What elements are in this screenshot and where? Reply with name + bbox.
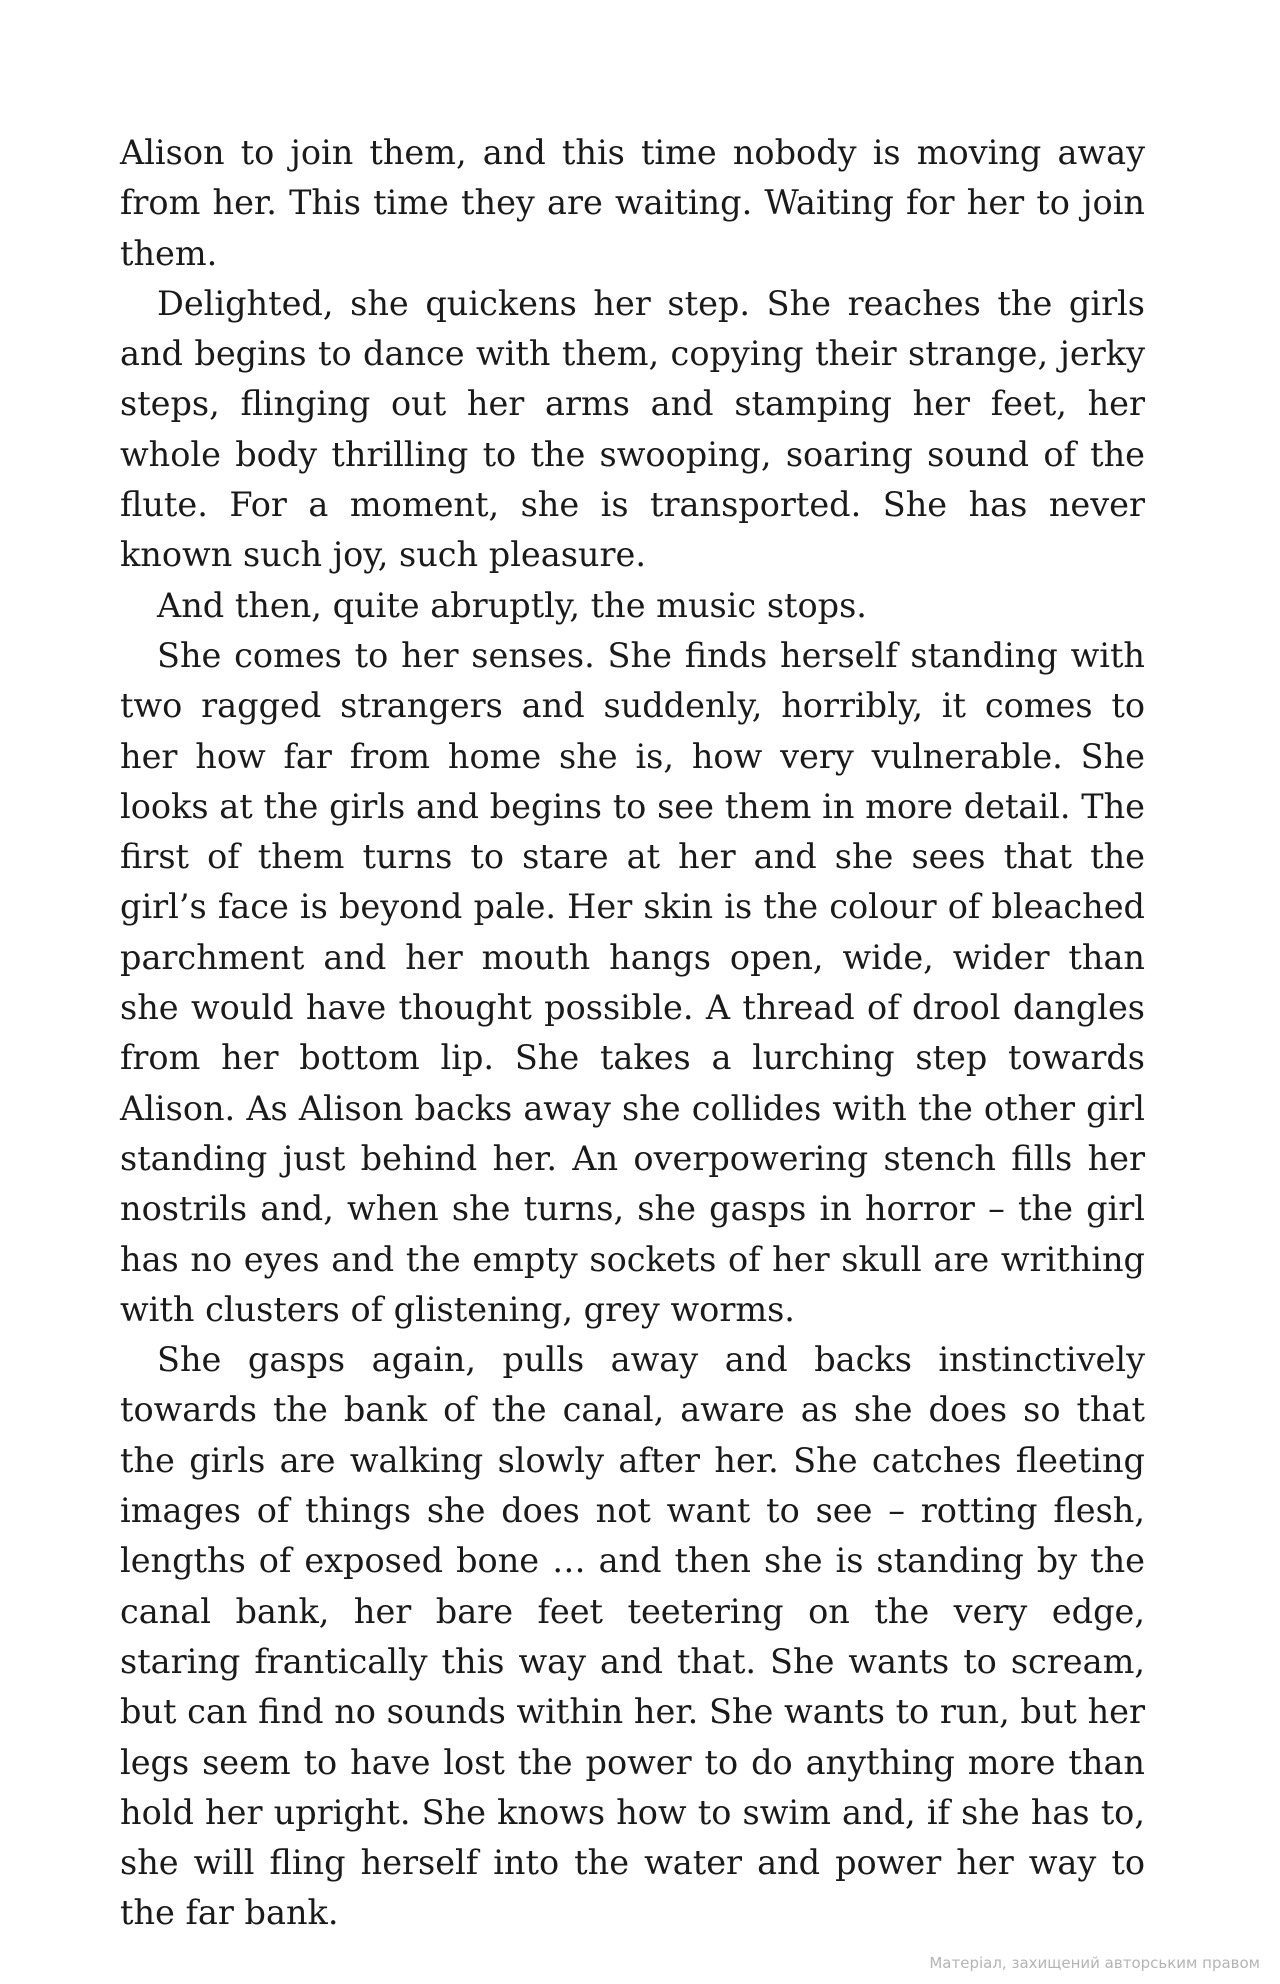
copyright-watermark: Матеріал, захищений авторським правом <box>929 1954 1260 1972</box>
paragraph: She comes to her senses. She finds herself standing with two ragged strangers and suddenly, horribly, it comes to her how far from home she is, how very vulnerable. She looks at the girls and begins to see them in more detail. The first of them turns to stare at her and she sees that the girl’s face is beyond pale. Her skin is the colour of bleached parchment and her mouth hangs open, wide, wider than she would have thought possible. A thread of drool dangles from her bottom lip. She takes a lurching step towards Alison. As Alison backs away she collides with the other girl standing just behind her. An overpowering stench fills her nostrils and, when she turns, she gasps in horror – the girl has no eyes and the empty sockets of her skull are writhing with clusters of glistening, grey worms. <box>120 635 1145 1329</box>
page-body <box>120 128 1145 1939</box>
paragraph: Delighted, she quickens her step. She reaches the girls and begins to dance with them, copying their strange, jerky steps, flinging out her arms and stamping her feet, her whole body thrilling to the swooping, soaring sound of the flute. For a moment, she is transported. She has never known such joy, such pleasure. <box>120 283 1145 575</box>
paragraph: She gasps again, pulls away and backs instinctively towards the bank of the canal, aware as she does so that the girls are walking slowly after her. She catches fleeting images of things she does not want to see – rotting flesh, lengths of exposed bone … and then she is standing by the canal bank, her bare feet teetering on the very edge, staring frantically this way and that. She wants to scream, but can find no sounds within her. She wants to run, but her legs seem to have lost the power to do anything more than hold her upright. She knows how to swim and, if she has to, she will fling herself into the water and power her way to the far bank. <box>120 1340 1145 1933</box>
paragraph: Alison to join them, and this time nobody is moving away from her. This time they are waiting. Waiting for her to join them. <box>120 133 1145 273</box>
paragraph: And then, quite abruptly, the music stops. <box>157 585 867 625</box>
